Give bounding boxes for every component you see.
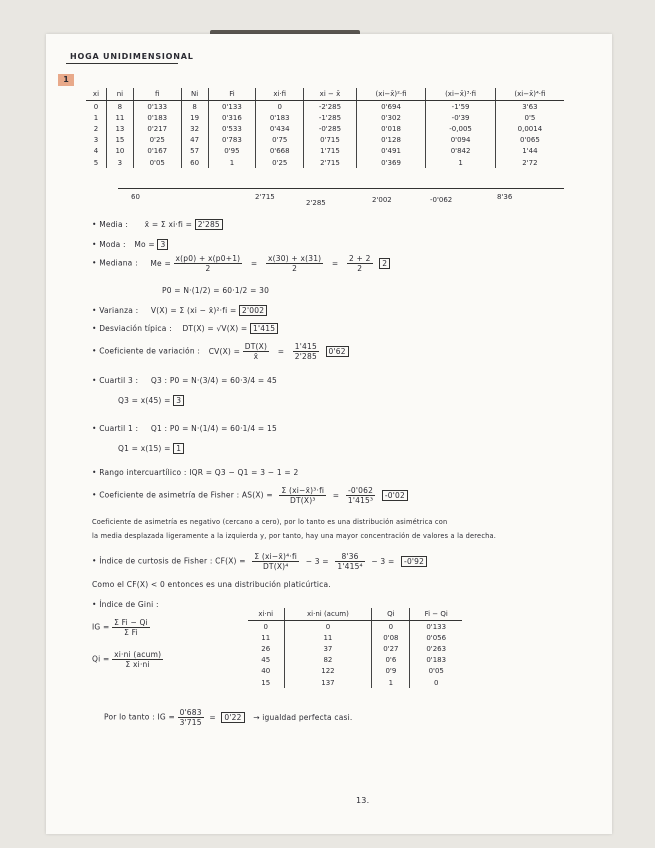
table-row	[248, 677, 462, 688]
q1-expression: Q1 = x(15) =	[118, 444, 171, 453]
table-cell: 10	[106, 146, 133, 157]
table-header-row	[86, 88, 564, 101]
table-cell: 0	[263, 622, 268, 631]
column-header: Qi	[372, 608, 410, 621]
table-row	[86, 112, 564, 123]
cv-label: • Coeficiente de variación :	[92, 346, 201, 356]
table-cell: 0'183	[256, 112, 304, 123]
desviacion-formula: DT(X) = √V(X) =	[182, 324, 248, 333]
qi-fraction: $\frac{\text{xi·ni (acum)}}{\text{Σ xi·ni}}$	[114, 650, 162, 669]
table-cell: 0'27	[372, 643, 410, 654]
fisher-fraction-2: $\frac{-0'062}{\text{1'415³}}$	[347, 486, 374, 505]
table-cell: 0'183	[133, 112, 181, 123]
table-cell: 60	[181, 157, 208, 168]
curtosis-minus-3-b: − 3 =	[371, 556, 395, 566]
table-cell: 0'434	[256, 123, 304, 134]
column-header: Fi	[208, 88, 256, 101]
fisher-fraction-1: $\frac{\text{Σ (xi−x̄)³·fi}}{\text{DT(X)³}}$	[281, 486, 325, 505]
fisher-comment-1: Coeficiente de asimetría es negativo (cercano a cero), por lo tanto es una distribución asimétrica con	[92, 518, 448, 526]
curtosis-label: • Índice de curtosis de Fisher : CF(X) =	[92, 556, 246, 566]
qi-label: Qi =	[92, 654, 110, 664]
table-cell: 5	[93, 158, 99, 167]
gini-result-equals: =	[209, 712, 216, 722]
table-cell: 1	[426, 157, 496, 168]
table-cell: 0'533	[208, 123, 256, 134]
table-cell: 0'094	[426, 135, 496, 146]
mediana-fraction-1: $\frac{x(p0) + x(p0+1)}{2}$	[175, 254, 241, 273]
moda-formula: Mo =	[134, 240, 155, 249]
table-cell: 2'72	[495, 157, 564, 168]
table-cell: 0'694	[356, 101, 426, 113]
ig-label: IG =	[92, 622, 110, 632]
table-cell: 0'842	[426, 146, 496, 157]
column-header: fi	[133, 88, 181, 101]
curtosis-result: -0'92	[401, 556, 427, 567]
q3-result-line	[118, 396, 184, 405]
table-cell: 0'715	[304, 135, 357, 146]
table-cell: 0'05	[133, 157, 181, 168]
gini-table	[248, 608, 462, 688]
table-row	[248, 643, 462, 654]
mediana-fraction-3: $\frac{2 + 2}{2}$	[348, 254, 371, 273]
table-cell: 0'25	[256, 157, 304, 168]
table-cell: 11	[284, 632, 372, 643]
mediana-fraction-2: $\frac{x(30) + x(31)}{2}$	[267, 254, 322, 273]
table-cell: 0'08	[372, 632, 410, 643]
mediana-equals: =	[250, 258, 258, 268]
table-cell: 137	[284, 677, 372, 688]
q3-label: • Cuartil 3 :	[92, 376, 139, 385]
table-cell: -2'285	[304, 101, 357, 113]
table-cell: 0'9	[372, 666, 410, 677]
mediana-line	[92, 254, 390, 273]
table-cell: 4	[93, 147, 99, 156]
total-col9: 8'36	[497, 193, 513, 201]
table-cell: 1	[372, 677, 410, 688]
table-cell: 0'217	[133, 123, 181, 134]
mediana-equals-2: =	[331, 258, 339, 268]
table-cell: 0'056	[410, 632, 462, 643]
table-cell: -1'59	[426, 101, 496, 113]
q3-result: 3	[173, 395, 184, 406]
q1-line	[92, 424, 277, 433]
mediana-label: • Mediana :	[92, 258, 138, 268]
cv-result: 0'62	[326, 346, 349, 357]
table-row	[248, 632, 462, 643]
desviacion-result: 1'415	[250, 323, 278, 334]
column-header: xi·ni	[248, 608, 284, 621]
moda-result: 3	[157, 239, 168, 250]
total-ni: 60	[131, 193, 140, 201]
column-header: xi·fi	[256, 88, 304, 101]
table-cell: 0'302	[356, 112, 426, 123]
column-header: xi·ni (acum)	[284, 608, 372, 621]
table-cell: 37	[284, 643, 372, 654]
section-number: 1	[58, 74, 74, 86]
table-cell: 8	[106, 101, 133, 113]
page-title: HOGA UNIDIMENSIONAL	[70, 52, 194, 61]
column-header: xi − x̄	[304, 88, 357, 101]
table-cell: -1'285	[304, 112, 357, 123]
gini-table-header-row	[248, 608, 462, 621]
table-cell: 0'668	[256, 146, 304, 157]
q1-result: 1	[173, 443, 184, 454]
table-cell: 0'75	[256, 135, 304, 146]
table-cell: 3'63	[495, 101, 564, 113]
q1-formula: Q1 : P0 = N·(1/4) = 60·1/4 = 15	[150, 424, 277, 433]
table-cell: 0'25	[133, 135, 181, 146]
curtosis-minus-3: − 3 =	[305, 556, 329, 566]
table-cell: 0'491	[356, 146, 426, 157]
table-cell: 1'715	[304, 146, 357, 157]
desviacion-line	[92, 324, 278, 333]
table-cell: 0,0014	[495, 123, 564, 134]
curtosis-comment: Como el CF(X) < 0 entonces es una distribución platicúrtica.	[92, 580, 331, 589]
table-cell: 0'05	[410, 666, 462, 677]
gini-label: • Índice de Gini :	[92, 600, 159, 609]
table-cell: 15	[261, 678, 271, 687]
table-cell: 0'783	[208, 135, 256, 146]
varianza-line	[92, 306, 267, 315]
table-cell: 0'128	[356, 135, 426, 146]
table-row	[86, 157, 564, 168]
table-cell: 11	[106, 112, 133, 123]
table-cell: 82	[284, 655, 372, 666]
frequency-table	[86, 88, 564, 168]
mediana-me: Me =	[150, 258, 171, 268]
fisher-label: • Coeficiente de asimetría de Fisher : AS(X) =	[92, 490, 273, 500]
column-header: Fi − Qi	[410, 608, 462, 621]
table-row	[248, 655, 462, 666]
media-line	[92, 220, 223, 229]
table-cell: 0'018	[356, 123, 426, 134]
table-cell: 2	[93, 124, 99, 133]
cv-equals: =	[277, 346, 285, 356]
table-cell: 0'183	[410, 655, 462, 666]
varianza-result: 2'002	[239, 305, 267, 316]
desviacion-label: • Desviación típica :	[92, 324, 172, 333]
fisher-line	[92, 486, 408, 505]
fisher-result: -0'02	[382, 490, 408, 501]
moda-line	[92, 240, 168, 249]
table-cell: 3	[106, 157, 133, 168]
column-header: (xi−x̄)²·fi	[356, 88, 426, 101]
table-cell: 0'133	[133, 101, 181, 113]
table-cell: 47	[181, 135, 208, 146]
table-row	[248, 621, 462, 633]
table-cell: 1'44	[495, 146, 564, 157]
cv-formula: CV(X) =	[208, 346, 241, 356]
q1-label: • Cuartil 1 :	[92, 424, 139, 433]
table-cell: -0'39	[426, 112, 496, 123]
total-col8: -0'062	[430, 196, 453, 204]
fisher-equals: =	[332, 490, 340, 500]
curtosis-line	[92, 552, 427, 571]
table-cell: 57	[181, 146, 208, 157]
table-cell: -0'285	[304, 123, 357, 134]
table-row	[86, 135, 564, 146]
q1-result-line	[118, 444, 184, 453]
q3-line	[92, 376, 277, 385]
column-header: (xi−x̄)⁴·fi	[495, 88, 564, 101]
total-xifi: 2'285	[306, 199, 326, 207]
q3-formula: Q3 : P0 = N·(3/4) = 60·3/4 = 45	[150, 376, 277, 385]
fisher-comment-2: la media desplazada ligeramente a la izquierda y, por tanto, hay una mayor concentración de valores a la derecha.	[92, 532, 497, 540]
curtosis-fraction-1: $\frac{\text{Σ (xi−x̄)⁴·fi}}{\text{DT(X)⁴}}$	[254, 552, 298, 571]
table-cell: 0	[372, 621, 410, 633]
table-cell: 1	[93, 113, 99, 122]
table-cell: 0'6	[372, 655, 410, 666]
column-header: ni	[106, 88, 133, 101]
table-cell: 2'715	[304, 157, 357, 168]
media-label: • Media :	[92, 220, 129, 229]
table-cell: 0	[410, 677, 462, 688]
table-cell: 0'133	[410, 621, 462, 633]
title-underline	[66, 63, 178, 64]
table-cell: 19	[181, 112, 208, 123]
table-cell: 0	[256, 101, 304, 113]
table-row	[86, 146, 564, 157]
iqr-line: • Rango intercuartílico : IQR = Q3 − Q1 = 3 − 1 = 2	[92, 468, 299, 477]
ig-formula	[92, 618, 150, 637]
table-cell: 0'263	[410, 643, 462, 654]
curtosis-fraction-2: $\frac{8'36}{\text{1'415⁴}}$	[337, 552, 363, 571]
table-cell: 0'065	[495, 135, 564, 146]
table-cell: 0'95	[208, 146, 256, 157]
table-row	[86, 101, 564, 113]
table-cell: 11	[261, 633, 271, 642]
total-Fi: 2'715	[255, 193, 275, 201]
gini-result-fraction: $\frac{0'683}{3'715}$	[179, 708, 202, 727]
cv-fraction-1: $\frac{DT(X)}{x̄}$	[244, 342, 268, 361]
table-cell: 3	[93, 136, 99, 145]
cv-fraction-2: $\frac{1'415}{2'285}$	[294, 342, 317, 361]
total-col7: 2'002	[372, 196, 392, 204]
q3-expression: Q3 = x(45) =	[118, 396, 171, 405]
mediana-result: 2	[379, 258, 390, 269]
table-cell: 0'369	[356, 157, 426, 168]
column-header: xi	[86, 88, 106, 101]
table-cell: 15	[106, 135, 133, 146]
table-cell: 0	[284, 621, 372, 633]
table-cell: 0'316	[208, 112, 256, 123]
table-cell: 0	[93, 102, 99, 111]
table-cell: 0'133	[208, 101, 256, 113]
media-formula: x̄ = Σ xi·fi =	[144, 220, 193, 229]
gini-result-comment: → igualdad perfecta casi.	[253, 712, 353, 722]
table-cell: 45	[261, 656, 271, 665]
column-header: (xi−x̄)³·fi	[426, 88, 496, 101]
totals-separator	[118, 188, 564, 189]
page-number: 13.	[356, 796, 370, 805]
table-row	[248, 666, 462, 677]
table-row	[86, 123, 564, 134]
table-cell: 26	[261, 644, 271, 653]
ig-fraction: $\frac{\text{Σ Fi − Qi}}{\text{Σ Fi}}$	[114, 618, 148, 637]
table-cell: 122	[284, 666, 372, 677]
table-cell: 32	[181, 123, 208, 134]
table-cell: 8	[181, 101, 208, 113]
varianza-label: • Varianza :	[92, 306, 139, 315]
qi-formula	[92, 650, 163, 669]
table-cell: 0'167	[133, 146, 181, 157]
p0-line: P0 = N·(1/2) = 60·1/2 = 30	[162, 286, 270, 295]
table-cell: 1	[208, 157, 256, 168]
table-cell: 0'5	[495, 112, 564, 123]
column-header: Ni	[181, 88, 208, 101]
cv-line	[92, 342, 349, 361]
gini-result-line	[104, 708, 353, 727]
gini-result-value: 0'22	[221, 712, 244, 723]
media-result: 2'285	[195, 219, 223, 230]
gini-result-label: Por lo tanto : IG =	[104, 712, 175, 722]
moda-label: • Moda :	[92, 240, 126, 249]
table-cell: 40	[261, 667, 271, 676]
table-cell: 13	[106, 123, 133, 134]
table-cell: -0,005	[426, 123, 496, 134]
varianza-formula: V(X) = Σ (xi − x̄)²·fi =	[150, 306, 237, 315]
